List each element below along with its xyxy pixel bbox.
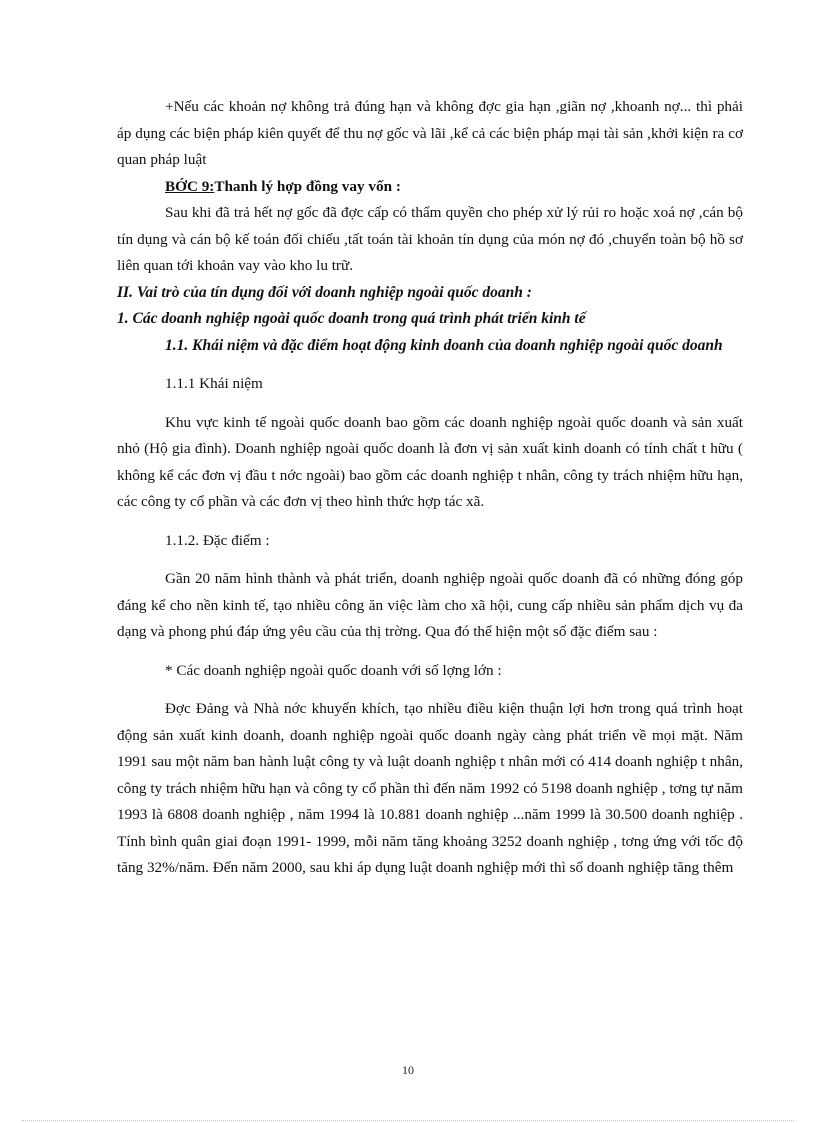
paragraph-dac-diem: Gần 20 năm hình thành và phát triển, doanh nghiệp ngoài quốc doanh đã có những đóng góp đáng kể cho nền kinh tế, tạo nhiều công ăn việc làm cho xã hội, cung cấp nhiều sản phẩm dịch vụ đa dạng và phong phú đáp ứng yêu cầu của thị trờng. Qua đó thể hiện một số đặc điểm sau : [117, 570, 743, 640]
document-body [117, 94, 743, 882]
step-9-heading [117, 174, 743, 201]
step-9-title: Thanh lý hợp đồng vay vốn : [214, 177, 401, 195]
page-number: 10 [402, 1063, 414, 1077]
subheading-1-1-2: 1.1.2. Đặc điểm : [165, 531, 270, 549]
bullet-so-luong: * Các doanh nghiệp ngoài quốc doanh với số lợng lớn : [165, 661, 502, 679]
heading-section-1: 1. Các doanh nghiệp ngoài quốc doanh trong quá trình phát triển kinh tế [117, 310, 586, 327]
heading-section-II: II. Vai trò của tín dụng đối với doanh nghiệp ngoài quốc doanh : [117, 283, 532, 301]
paragraph-so-luong: Đợc Đảng và Nhà nớc khuyến khích, tạo nhiều điều kiện thuận lợi hơn trong quá trình hoạt động sản xuất kinh doanh, doanh nghiệp ngoài quốc doanh ngày càng phát triển về mọi mặt. Năm 1991 sau một năm ban hành luật công ty và luật doanh nghiệp t nhân mới có 414 doanh nghiệp t nhân, công ty trách nhiệm hữu hạn và công ty cổ phần thì đến năm 1992 có 5198 doanh nghiệp , tơng tự năm 1993 là 6808 doanh nghiệp , năm 1994 là 10.881 doanh nghiệp ...năm 1999 là 30.500 doanh nghiệp . Tính bình quân giai đoạn 1991- 1999, mỗi năm tăng khoảng 3252 doanh nghiệp , tơng ứng với tốc độ tăng 32%/năm. Đến năm 2000, sau khi áp dụng luật doanh nghiệp mới thì số doanh nghiệp tăng thêm [117, 700, 743, 876]
page-bottom-divider [22, 1120, 794, 1121]
subheading-1-1-1: 1.1.1 Khái niệm [165, 375, 263, 392]
heading-section-1-1: 1.1. Khái niệm và đặc điểm hoạt động kinh doanh của doanh nghiệp ngoài quốc doanh [165, 336, 723, 354]
paragraph-intro: +Nếu các khoản nợ không trả đúng hạn và không đợc gia hạn ,giãn nợ ,khoanh nợ... thì phải áp dụng các biện pháp kiên quyết để thu nợ gốc và lãi ,kể cả các biện pháp mại tài sản ,khởi kiện ra cơ quan pháp luật [117, 98, 743, 168]
paragraph-step-9: Sau khi đã trả hết nợ gốc đã đợc cấp có thẩm quyền cho phép xử lý rủi ro hoặc xoá nợ ,cán bộ tín dụng và cán bộ kế toán đối chiếu ,tất toán tài khoản tín dụng của món nợ đó ,chuyển toàn bộ hồ sơ liên quan tới khoản vay vào kho lu trữ. [117, 204, 743, 274]
step-9-label: BỚC 9: [165, 177, 215, 195]
paragraph-khai-niem: Khu vực kinh tế ngoài quốc doanh bao gồm các doanh nghiệp ngoài quốc doanh và sản xuất nhỏ (Hộ gia đình). Doanh nghiệp ngoài quốc doanh là đơn vị sản xuất kinh doanh có tính chất t hữu ( không kể các đơn vị đầu t nớc ngoài) bao gồm các doanh nghiệp t nhân, công ty trách nhiệm hữu hạn, các công ty cổ phần và các đơn vị theo hình thức hợp tác xã. [117, 413, 743, 510]
